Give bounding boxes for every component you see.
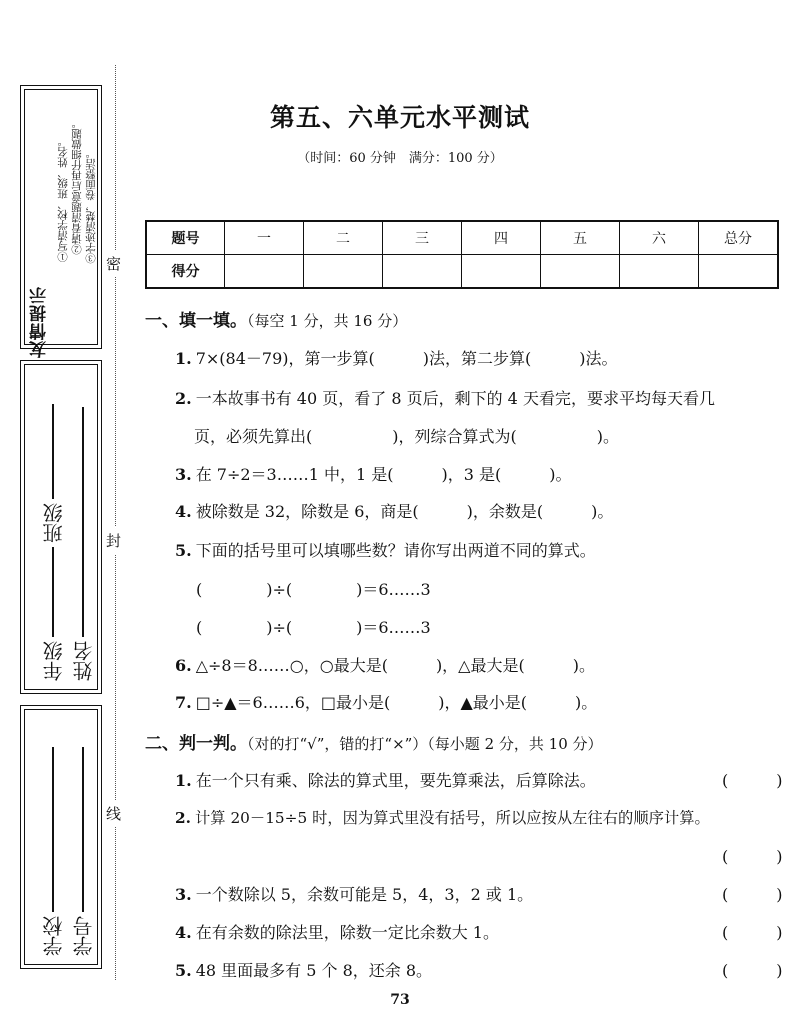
class-blank[interactable] xyxy=(53,404,55,499)
s2-question-1 xyxy=(175,768,596,791)
number-blank[interactable] xyxy=(83,747,85,912)
score-cell-4[interactable] xyxy=(462,255,541,289)
seal-char-xian: 线 xyxy=(106,800,121,827)
s2-q1-number: 1. xyxy=(175,771,192,790)
s1-question-6 xyxy=(175,653,595,676)
s1-q3-text: 在 7÷2＝3……1 中，1 是( )，3 是( )。 xyxy=(195,465,572,484)
s1-question-7 xyxy=(175,690,597,713)
s1-q2-number: 2. xyxy=(175,389,192,408)
score-cell-1[interactable] xyxy=(225,255,304,289)
score-cell-3[interactable] xyxy=(383,255,462,289)
score-table-row2-label: 得分 xyxy=(146,255,225,289)
s2-q2-text: 计算 20－15÷5 时，因为算式里没有括号，所以应按从左往右的顺序计算。 xyxy=(194,809,710,827)
s1-q5-line-2: ( )÷( )＝6……3 xyxy=(196,618,431,637)
s2-q4-answer[interactable]: ( ) xyxy=(722,923,783,942)
score-col-6: 六 xyxy=(620,221,699,255)
s2-q5-number: 5. xyxy=(175,961,192,980)
score-col-total: 总分 xyxy=(699,221,779,255)
s2-question-4 xyxy=(175,920,499,943)
name-label: 姓名 xyxy=(72,641,96,681)
score-table-row1-label: 题号 xyxy=(146,221,225,255)
s1-question-1 xyxy=(175,346,617,369)
page-number: 73 xyxy=(390,992,410,1008)
s2-question-3 xyxy=(175,882,533,905)
score-col-2: 二 xyxy=(304,221,383,255)
tip-2: ②请看清题意后再仔细做题。 xyxy=(71,118,83,255)
s2-q2-number: 2. xyxy=(175,809,191,827)
section-1-note: （每空 1 分，共 16 分） xyxy=(247,312,408,330)
class-label: 班级 xyxy=(42,503,66,543)
score-table xyxy=(145,220,779,289)
class-info-box xyxy=(20,360,102,694)
s2-q5-text: 48 里面最多有 5 个 8，还余 8。 xyxy=(195,961,433,980)
s2-question-5 xyxy=(175,958,432,981)
s2-question-2 xyxy=(175,806,710,828)
s1-q1-text: 7×(84－79)，第一步算( )法，第二步算( )法。 xyxy=(195,349,618,368)
s1-q2-continuation: 页，必须先算出( )，列综合算式为( )。 xyxy=(194,427,619,446)
s1-q3-number: 3. xyxy=(175,465,192,484)
score-table-header-row xyxy=(146,221,778,255)
s2-q3-number: 3. xyxy=(175,885,192,904)
s2-q1-text: 在一个只有乘、除法的算式里，要先算乘法，后算除法。 xyxy=(195,771,596,790)
section-1-title: 一、填一填。 xyxy=(145,311,247,331)
school-label: 学校 xyxy=(42,916,66,956)
score-col-1: 一 xyxy=(225,221,304,255)
number-label: 学号 xyxy=(72,916,96,956)
section-2-heading xyxy=(145,729,603,754)
section-1-heading xyxy=(145,306,407,331)
s2-q2-answer[interactable]: ( ) xyxy=(722,847,783,866)
page-title: 第五、六单元水平测试 xyxy=(269,103,530,132)
tips-title: 友情提示 xyxy=(30,286,50,358)
binding-dotted-line xyxy=(115,65,116,980)
s1-q7-text: □÷▲＝6……6，□最小是( )，▲最小是( )。 xyxy=(195,693,598,712)
score-col-3: 三 xyxy=(383,221,462,255)
school-info-box xyxy=(20,705,102,969)
s1-question-2 xyxy=(175,386,715,409)
grade-label: 年级 xyxy=(42,641,66,681)
name-column xyxy=(69,371,98,681)
s1-question-3 xyxy=(175,462,572,485)
number-column xyxy=(69,716,98,956)
s2-q5-answer[interactable]: ( ) xyxy=(722,961,783,980)
grade-class-column xyxy=(39,371,68,681)
s1-q2-text: 一本故事书有 40 页，看了 8 页后，剩下的 4 天看完，要求平均每天看几 xyxy=(195,389,715,408)
s2-q1-answer[interactable]: ( ) xyxy=(722,771,783,790)
section-2-note: （对的打“√”，错的打“×”）（每小题 2 分，共 10 分） xyxy=(247,735,603,753)
s2-q4-number: 4. xyxy=(175,923,192,942)
grade-blank[interactable] xyxy=(53,547,55,637)
seal-char-feng: 封 xyxy=(106,527,121,554)
s1-question-4 xyxy=(175,499,613,522)
s1-q4-number: 4. xyxy=(175,502,192,521)
s1-q1-number: 1. xyxy=(175,349,192,368)
s1-q7-number: 7. xyxy=(175,693,192,712)
s1-q6-text: △÷8＝8……○，○最大是( )，△最大是( )。 xyxy=(195,656,595,675)
school-column xyxy=(39,716,68,956)
s1-q5-text: 下面的括号里可以填哪些数？请你写出两道不同的算式。 xyxy=(195,541,596,560)
score-table-score-row xyxy=(146,255,778,289)
s1-q4-text: 被除数是 32，除数是 6，商是( )，余数是( )。 xyxy=(195,502,614,521)
seal-char-mi: 密 xyxy=(106,250,121,277)
s2-q4-text: 在有余数的除法里，除数一定比余数大 1。 xyxy=(195,923,499,942)
s1-q6-number: 6. xyxy=(175,656,192,675)
section-2-title: 二、判一判。 xyxy=(145,734,247,754)
tip-3: ③字迹清楚，卷面整洁。 xyxy=(85,148,97,264)
s1-question-5 xyxy=(175,538,596,561)
s2-q3-text: 一个数除以 5，余数可能是 5，4，3，2 或 1。 xyxy=(195,885,534,904)
score-col-5: 五 xyxy=(541,221,620,255)
s1-q5-number: 5. xyxy=(175,541,192,560)
score-col-4: 四 xyxy=(462,221,541,255)
score-cell-5[interactable] xyxy=(541,255,620,289)
tip-1: ①写清学校、班级、姓名。 xyxy=(57,136,69,262)
s2-q3-answer[interactable]: ( ) xyxy=(722,885,783,904)
score-cell-2[interactable] xyxy=(304,255,383,289)
school-blank[interactable] xyxy=(53,747,55,912)
page-subtitle: （时间：60 分钟 满分：100 分） xyxy=(297,151,503,166)
name-blank[interactable] xyxy=(83,407,85,637)
score-cell-6[interactable] xyxy=(620,255,699,289)
score-cell-total[interactable] xyxy=(699,255,779,289)
s1-q5-line-1: ( )÷( )＝6……3 xyxy=(196,580,431,599)
